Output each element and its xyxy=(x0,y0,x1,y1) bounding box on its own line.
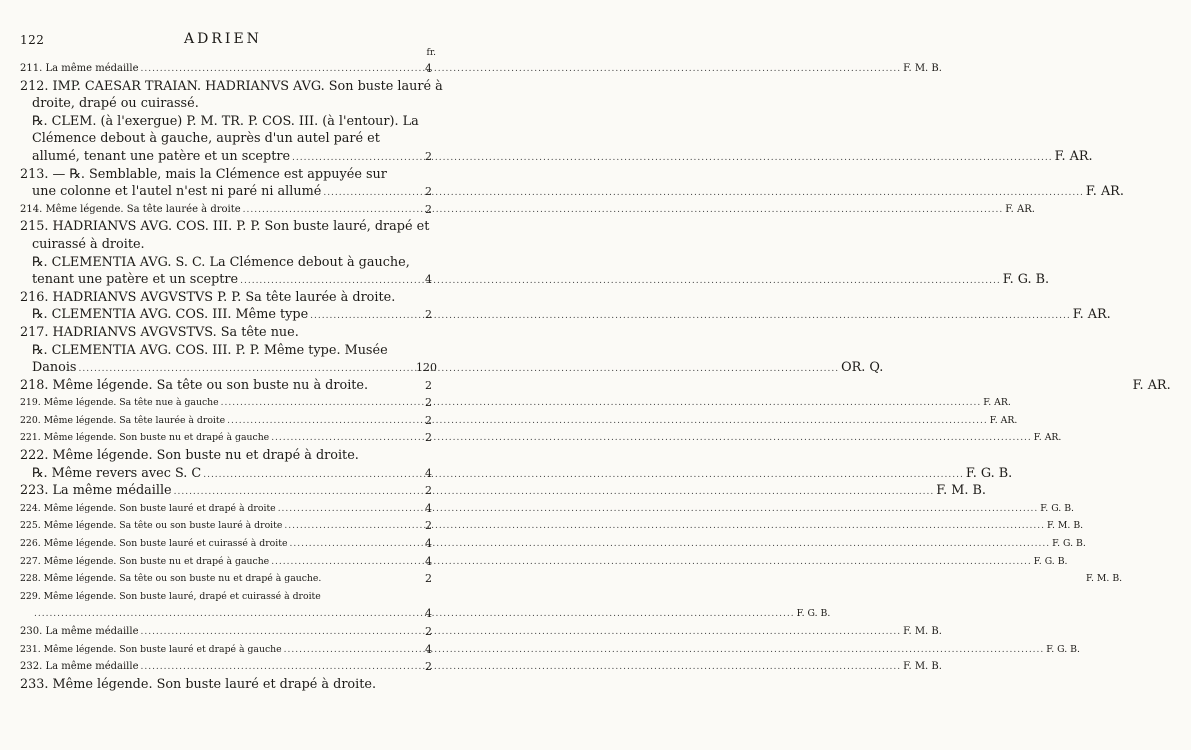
entry-text: tenant une patère et un sceptre xyxy=(32,272,239,288)
entry-text: 215. HADRIANVS AVG. COS. III. P. P. Son buste lauré, drapé et xyxy=(20,219,430,235)
catalogue-line xyxy=(20,271,1050,289)
entry-text: 233. Même légende. Son buste lauré et drapé à droite. xyxy=(20,676,377,692)
catalogue-line xyxy=(20,254,432,272)
entry-text: ℞. Même revers avec S. C xyxy=(32,465,202,481)
price-value: 4 xyxy=(425,466,432,480)
entry-text: 228. Même légende. Sa tête ou son buste nu et drapé à gauche. xyxy=(20,573,322,585)
price-value: 4 xyxy=(425,554,432,568)
running-title: ADRIEN xyxy=(184,31,262,47)
entry-text: ℞. CLEMENTIA AVG. COS. III. Même type xyxy=(32,307,309,323)
metal-size-code: F. AR. xyxy=(1132,377,1171,393)
entry-text: allumé, tenant une patère et un sceptre xyxy=(32,148,291,164)
metal-size-code: F. M. B. xyxy=(903,626,942,637)
catalogue-line xyxy=(20,236,432,254)
price-value: 4 xyxy=(425,62,432,75)
price-value: 120 xyxy=(416,361,437,375)
metal-size-code: F. AR. xyxy=(1005,203,1035,215)
entry-text: Danois xyxy=(32,360,77,376)
catalogue-line xyxy=(20,113,432,131)
entry-text: 212. IMP. CAESAR TRAIAN. HADRIANVS AVG. Son buste lauré à xyxy=(20,78,443,94)
entry-text: cuirassé à droite. xyxy=(32,236,145,252)
catalogue-line xyxy=(20,78,443,96)
metal-size-code: F. AR. xyxy=(1085,184,1124,200)
entry-text: 230. La même médaille xyxy=(20,626,139,637)
price-value: 2 xyxy=(425,149,432,163)
price-value: 2 xyxy=(425,413,432,427)
price-value: 4 xyxy=(425,501,432,515)
metal-size-code: F. AR. xyxy=(1072,307,1111,323)
dot-leader xyxy=(140,61,901,79)
price-value: 4 xyxy=(425,642,432,656)
dot-leader xyxy=(284,518,1045,536)
dot-leader xyxy=(221,395,982,413)
entry-text: 231. Même légende. Son buste lauré et drapé à gauche xyxy=(20,643,282,655)
catalogue-line xyxy=(20,465,1013,483)
catalogue-line xyxy=(20,570,1123,588)
metal-size-code: F. G. B. xyxy=(1002,272,1050,288)
price-value: 4 xyxy=(425,607,432,621)
entry-text: Clémence debout à gauche, auprès d'un autel paré et xyxy=(32,131,380,147)
metal-size-code: F. G. B. xyxy=(1046,643,1080,655)
price-value: 2 xyxy=(425,519,432,533)
price-value: 2 xyxy=(425,308,432,322)
price-value: 2 xyxy=(425,202,432,216)
metal-size-code: OR. Q. xyxy=(841,360,884,376)
metal-size-code: F. M. B. xyxy=(1085,573,1123,585)
entry-text: 226. Même légende. Son buste lauré et cuirassé à droite xyxy=(20,538,288,550)
dot-leader xyxy=(323,185,1084,203)
entry-text: 218. Même légende. Sa tête ou son buste nu à droite. xyxy=(20,377,369,393)
entry-text: ℞. CLEMENTIA AVG. S. C. La Clémence debout à gauche, xyxy=(32,254,410,270)
catalogue-line xyxy=(20,553,1068,571)
entry-text: 232. La même médaille xyxy=(20,661,139,673)
metal-size-code: F. M. B. xyxy=(903,63,942,74)
catalogue-line xyxy=(20,183,1124,201)
catalogue-line xyxy=(20,658,942,676)
catalogue-line xyxy=(20,60,942,78)
metal-size-code: F. AR. xyxy=(1033,432,1062,444)
catalogue-line xyxy=(20,623,942,641)
catalogue-line xyxy=(20,412,1018,430)
catalogue-line xyxy=(20,130,432,148)
dot-leader xyxy=(271,554,1032,572)
entry-text: 220. Même légende. Sa tête laurée à droite xyxy=(20,414,226,426)
catalogue-line xyxy=(20,605,831,623)
entry-text: 219. Même légende. Sa tête nue à gauche xyxy=(20,397,219,409)
dot-leader xyxy=(278,501,1039,519)
entry-text: 225. Même légende. Sa tête ou son buste lauré à droite xyxy=(20,520,283,532)
catalogue-line xyxy=(20,166,432,184)
price-value: 2 xyxy=(425,625,432,638)
metal-size-code: F. G. B. xyxy=(1040,502,1074,514)
entry-text: 216. HADRIANVS AVGVSTVS P. P. Sa tête laurée à droite. xyxy=(20,289,396,305)
value-column-label: fr. xyxy=(426,48,436,58)
catalogue-line xyxy=(20,148,1093,166)
catalogue-line xyxy=(20,535,1086,553)
price-value: 2 xyxy=(425,572,432,586)
entry-text: 223. La même médaille xyxy=(20,483,172,499)
entry-text: 213. — ℞. Semblable, mais la Clémence est appuyée sur xyxy=(20,166,387,182)
catalogue-line xyxy=(20,359,884,377)
metal-size-code: F. G. B. xyxy=(796,608,831,620)
entry-text: ℞. CLEMENTIA AVG. COS. III. P. P. Même type. Musée xyxy=(32,342,388,358)
entry-text: 227. Même légende. Son buste nu et drapé à gauche xyxy=(20,555,270,567)
catalogue-line xyxy=(20,517,1084,535)
coin-catalogue-entries xyxy=(20,60,1171,693)
metal-size-code: F. G. B. xyxy=(1052,538,1086,550)
metal-size-code: F. AR. xyxy=(983,397,1011,409)
entry-text: 214. Même légende. Sa tête laurée à droite xyxy=(20,203,241,215)
entry-text: 224. Même légende. Son buste lauré et drapé à droite xyxy=(20,502,276,514)
dot-leader xyxy=(271,430,1032,448)
dot-leader xyxy=(140,624,901,642)
catalogue-line xyxy=(20,641,1080,659)
dot-leader xyxy=(243,202,1004,220)
metal-size-code: F. M. B. xyxy=(1046,520,1084,532)
catalogue-line xyxy=(20,588,432,606)
price-value: 2 xyxy=(425,185,432,199)
price-value: 4 xyxy=(425,537,432,551)
dot-leader xyxy=(34,606,795,624)
metal-size-code: F. M. B. xyxy=(903,661,942,673)
entry-text: 222. Même légende. Son buste nu et drapé à droite. xyxy=(20,448,359,464)
entry-text: 221. Même légende. Son buste nu et drapé à gauche xyxy=(20,432,270,444)
catalogue-line xyxy=(20,429,1062,447)
entry-text: droite, drapé ou cuirassé. xyxy=(32,96,199,112)
catalogue-line xyxy=(20,324,432,342)
catalogue-line xyxy=(20,447,432,465)
price-value: 2 xyxy=(425,378,432,392)
metal-size-code: F. G. B. xyxy=(965,465,1013,481)
entry-text: ℞. CLEM. (à l'exergue) P. M. TR. P. COS. III. (à l'entour). La xyxy=(32,113,419,129)
dot-leader xyxy=(140,659,901,677)
catalogue-line xyxy=(20,676,432,694)
catalogue-line xyxy=(20,95,432,113)
catalogue-line xyxy=(20,218,432,236)
price-value: 2 xyxy=(425,660,432,674)
catalogue-line xyxy=(20,377,1171,395)
entry-text: 229. Même légende. Son buste lauré, drapé et cuirassé à droite xyxy=(20,590,321,602)
metal-size-code: F. M. B. xyxy=(936,483,986,499)
price-value: 2 xyxy=(425,484,432,498)
catalogue-line xyxy=(20,342,432,360)
catalogue-line xyxy=(20,201,1035,219)
dot-leader xyxy=(290,536,1051,554)
entry-text: une colonne et l'autel n'est ni paré ni allumé xyxy=(32,184,322,200)
entry-text: 217. HADRIANVS AVGVSTVS. Sa tête nue. xyxy=(20,324,299,340)
dot-leader xyxy=(284,642,1045,660)
catalogue-line xyxy=(20,482,986,500)
price-value: 2 xyxy=(425,431,432,445)
catalogue-line xyxy=(20,394,1011,412)
metal-size-code: F. G. B. xyxy=(1033,555,1068,567)
metal-size-code: F. AR. xyxy=(1054,148,1093,164)
metal-size-code: F. AR. xyxy=(989,414,1018,426)
price-value: 2 xyxy=(425,396,432,410)
catalogue-line xyxy=(20,289,432,307)
price-value: 4 xyxy=(425,273,432,287)
dot-leader xyxy=(227,413,988,431)
page-number: 122 xyxy=(20,33,45,47)
catalogue-line xyxy=(20,306,1111,324)
catalogue-line xyxy=(20,500,1074,518)
entry-text: 211. La même médaille xyxy=(20,63,139,74)
